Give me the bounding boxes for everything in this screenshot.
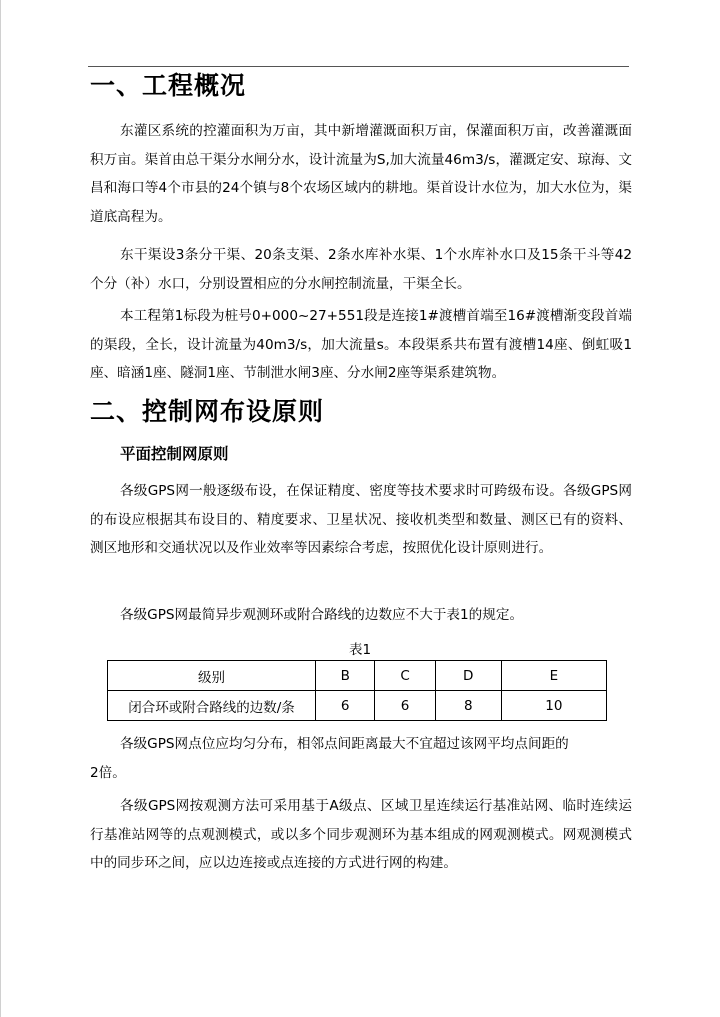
table-row <box>108 691 607 721</box>
gps-grade-table <box>107 660 607 721</box>
table-cell: 10 <box>501 691 606 721</box>
table-cell: 闭合环或附合路线的边数/条 <box>108 691 316 721</box>
paragraph-gps-loop: 各级GPS网最简异步观测环或附合路线的边数应不大于表1的规定。 <box>120 607 524 623</box>
subheading-plane-control: 平面控制网原则 <box>120 445 229 463</box>
table-cell: 6 <box>316 691 375 721</box>
page-edge <box>0 0 1 1017</box>
paragraph-overview-3: 本工程第1标段为桩号0+000~27+551段是连接1#渡槽首端至16#渡槽渐变段首端的渠段，全长，设计流量为40m3/s，加大流量s。本段渠系共布置有渡槽14座、倒虹吸1座、暗涵1座、隧洞1座、节制泄水闸3座、分水闸2座等渠系建筑物。 <box>90 308 632 381</box>
paragraph-point-distribution: 各级GPS网点位应均匀分布，相邻点间距离最大不宜超过该网平均点间距的 <box>120 736 569 752</box>
table-header-cell: C <box>375 661 435 691</box>
paragraph-observation-mode: 各级GPS网按观测方法可采用基于A级点、区域卫星连续运行基准站网、临时连续运行基准站网等的点观测模式，或以多个同步观测环为基本组成的网观测模式。网观测模式中的同步环之间，应以边连接或点连接的方式进行网的构建。 <box>90 798 632 871</box>
paragraph-point-distribution-end: 2倍。 <box>90 765 126 781</box>
section-heading-control-network: 二、控制网布设原则 <box>90 397 325 426</box>
table-cell: 6 <box>375 691 435 721</box>
table-cell: 8 <box>435 691 501 721</box>
section-heading-overview: 一、工程概况 <box>90 71 247 100</box>
table-header-cell: E <box>501 661 606 691</box>
table-header-cell: 级别 <box>108 661 316 691</box>
paragraph-overview-1: 东灌区系统的控灌面积为万亩，其中新增灌溉面积万亩，保灌面积万亩，改善灌溉面积万亩。渠首由总干渠分水闸分水，设计流量为S,加大流量46m3/s，灌溉定安、琼海、文昌和海口等4个市县的24个镇与8个农场区域内的耕地。渠首设计水位为，加大水位为，渠道底高程为。 <box>90 123 632 225</box>
paragraph-overview-2: 东干渠设3条分干渠、20条支渠、2条水库补水渠、1个水库补水口及15条干斗等42个分（补）水口，分别设置相应的分水闸控制流量，干渠全长。 <box>90 247 632 292</box>
table-caption: 表1 <box>348 642 372 658</box>
paragraph-gps-layout: 各级GPS网一般逐级布设，在保证精度、密度等技术要求时可跨级布设。各级GPS网的布设应根据其布设目的、精度要求、卫星状况、接收机类型和数量、测区已有的资料、测区地形和交通状况以及作业效率等因素综合考虑，按照优化设计原则进行。 <box>90 483 632 556</box>
table-header-cell: B <box>316 661 375 691</box>
table-header-cell: D <box>435 661 501 691</box>
table-header-row <box>108 661 607 691</box>
